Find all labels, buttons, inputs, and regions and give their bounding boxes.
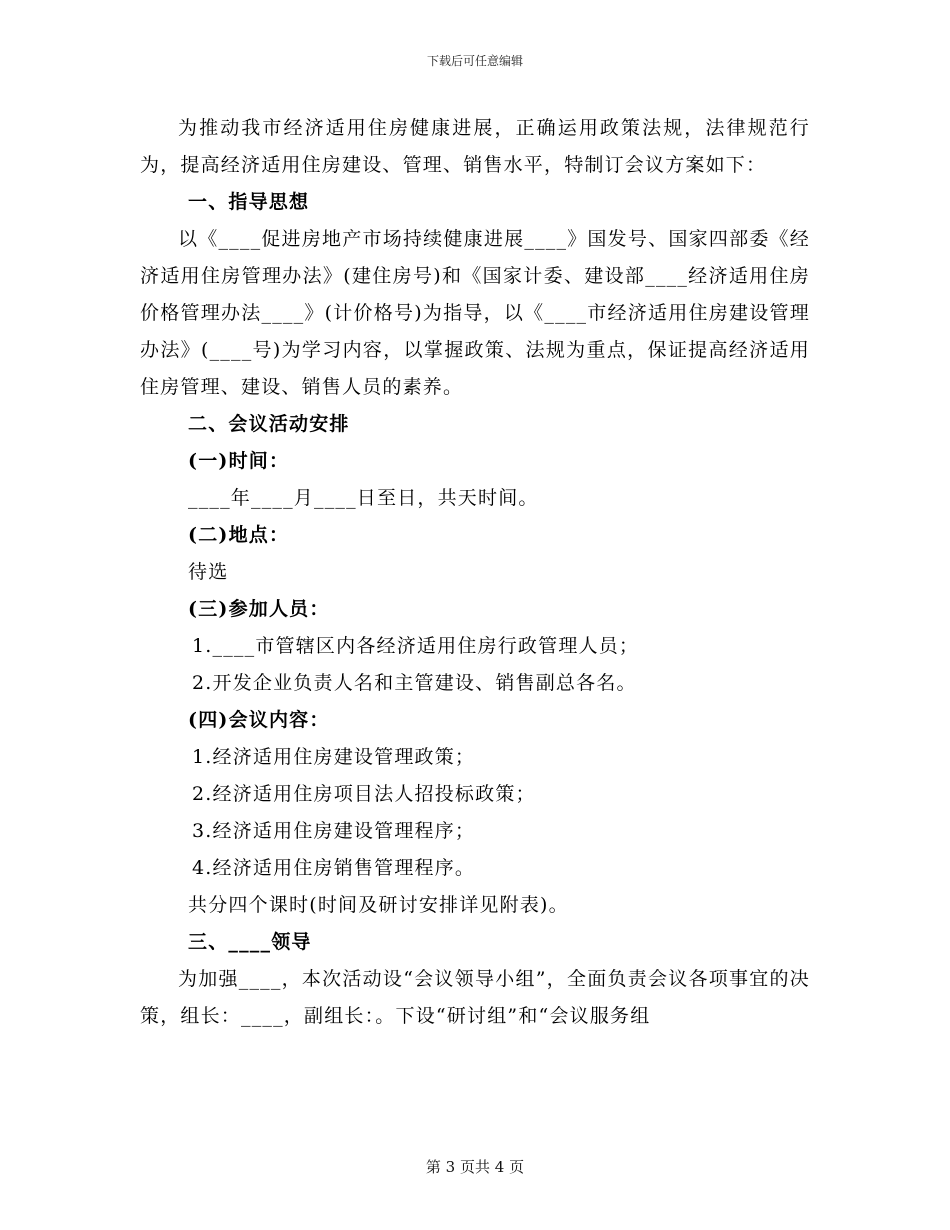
subheading-meeting-content: (四)会议内容： (188, 709, 330, 731)
intro-paragraph: 为推动我市经济适用住房健康进展，正确运用政策法规，法律规范行为，提高经济适用住房建设、管理、销售水平，特制订会议方案如下： (140, 117, 810, 176)
subheading-time: (一)时间： (188, 450, 290, 472)
document-body (140, 110, 810, 1035)
subheading-place: (二)地点： (188, 524, 290, 546)
leadership-paragraph: 为加强____，本次活动设“会议领导小组”，全面负责会议各项事宜的决策，组长：____，副组长：。下设“研讨组”和“会议服务组 (140, 968, 810, 1027)
list-item: 4.经济适用住房销售管理程序。 (192, 857, 476, 879)
page-header: 下载后可任意编辑 (426, 54, 523, 68)
time-text: ____年____月____日至日，共天时间。 (188, 487, 539, 509)
place-text: 待选 (188, 561, 229, 583)
list-item: 2.经济适用住房项目法人招投标政策； (192, 783, 536, 805)
guiding-thought-paragraph: 以《____促进房地产市场持续健康进展____》国发号、国家四部委《经济适用住房管理办法》(建住房号)和《国家计委、建设部____经济适用住房价格管理办法____》(计价格号)为指导，以《____市经济适用住房建设管理办法》(____号)为学习内容，以掌握政策、法规为重点，保证提高经济适用住房管理、建设、销售人员的素养。 (140, 228, 810, 398)
section-heading-guiding-thought: 一、指导思想 (188, 191, 310, 213)
list-item: 1.经济适用住房建设管理政策； (192, 746, 476, 768)
page-footer: 第 3 页共 4 页 (425, 1158, 525, 1176)
section-heading-arrangement: 二、会议活动安排 (188, 413, 350, 435)
subheading-participants: (三)参加人员： (188, 598, 330, 620)
section-heading-leadership: 三、____领导 (188, 931, 312, 953)
list-item: 2.开发企业负责人名和主管建设、销售副总各名。 (192, 672, 637, 694)
content-summary: 共分四个课时(时间及研讨安排详见附表)。 (188, 894, 569, 916)
list-item: 1.____市管辖区内各经济适用住房行政管理人员； (192, 635, 640, 657)
list-item: 3.经济适用住房建设管理程序； (192, 820, 476, 842)
